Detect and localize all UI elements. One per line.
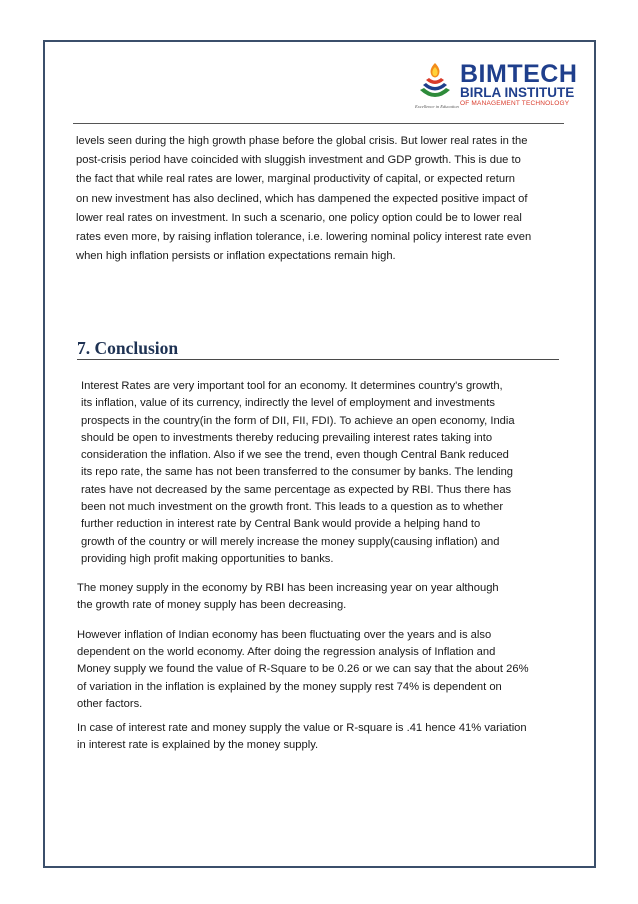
intro-paragraph xyxy=(76,132,531,266)
section-heading-conclusion: 7. Conclusion xyxy=(77,337,559,360)
paragraph-line: prospects in the country(in the form of DII, FII, FDI). To achieve an open economy, India xyxy=(81,414,515,427)
paragraph-line: dependent on the world economy. After doing the regression analysis of Inflation and xyxy=(77,646,496,659)
paragraph-line: of variation in the inflation is explained by the money supply rest 74% is dependent on xyxy=(77,680,502,693)
logo-title: BIMTECH xyxy=(460,60,578,88)
paragraph-line: the fact that while real rates are lower, marginal productivity of capital, or expected return xyxy=(76,173,516,186)
paragraph-line: in interest rate is explained by the money supply. xyxy=(77,738,319,751)
paragraph-line: post-crisis period have coincided with sluggish investment and GDP growth. This is due to xyxy=(76,154,521,167)
conclusion-paragraph-1 xyxy=(81,378,515,568)
paragraph-line: lower real rates on investment. In such a scenario, one policy option could be to lower real xyxy=(76,211,522,224)
paragraph-line: the growth rate of money supply has been decreasing. xyxy=(77,598,347,611)
paragraph-line: other factors. xyxy=(77,697,143,710)
paragraph-line: been not much investment on the growth front. This leads to a question as to whether xyxy=(81,501,504,514)
paragraph-line: its repo rate, the same has not been transferred to the consumer by banks. The lending xyxy=(81,466,514,479)
logo-tagline: Excellence in Education xyxy=(415,104,459,109)
paragraph-line: when high inflation persists or inflation expectations remain high. xyxy=(76,250,396,263)
paragraph-line: growth of the country or will merely increase the money supply(causing inflation) and xyxy=(81,535,500,548)
paragraph-line: providing high profit making opportunities to banks. xyxy=(81,552,334,565)
paragraph-line: Interest Rates are very important tool for an economy. It determines country's growth, xyxy=(81,380,503,392)
paragraph-line: its inflation, value of its currency, indirectly the level of employment and investments xyxy=(81,397,495,410)
logo-subtitle: BIRLA INSTITUTE xyxy=(460,85,575,100)
logo-subtitle-2: OF MANAGEMENT TECHNOLOGY xyxy=(460,100,570,107)
bimtech-emblem-icon xyxy=(412,60,458,106)
paragraph-line: levels seen during the high growth phase before the global crisis. But lower real rates in the xyxy=(76,135,528,147)
paragraph-line: The money supply in the economy by RBI has been increasing year on year although xyxy=(77,582,499,594)
conclusion-paragraph-2 xyxy=(77,580,499,613)
conclusion-paragraph-3 xyxy=(77,627,529,713)
paragraph-line: should be open to investments thereby reducing prevailing interest rates taking into xyxy=(81,431,493,444)
paragraph-line: on new investment has also declined, which has dampened the expected positive impact of xyxy=(76,192,528,205)
paragraph-line: In case of interest rate and money supply the value or R-square is .41 hence 41% variation xyxy=(77,722,527,734)
paragraph-line: rates have not decreased by the same percentage as expected by RBI. Thus there has xyxy=(81,483,512,496)
paragraph-line: Money supply we found the value of R-Square to be 0.26 or we can say that the about 26% xyxy=(77,663,529,676)
paragraph-line: rates even more, by raising inflation tolerance, i.e. lowering nominal policy interest rate even xyxy=(76,231,532,244)
paragraph-line: further reduction in interest rate by Central Bank would provide a helping hand to xyxy=(81,518,481,531)
bimtech-logo xyxy=(412,60,582,112)
conclusion-paragraph-4 xyxy=(77,720,527,753)
paragraph-line: However inflation of Indian economy has been fluctuating over the years and is also xyxy=(77,629,492,641)
paragraph-line: consideration the inflation. Also if we see the trend, even though Central Bank reduced xyxy=(81,449,509,462)
header-divider xyxy=(73,123,564,124)
